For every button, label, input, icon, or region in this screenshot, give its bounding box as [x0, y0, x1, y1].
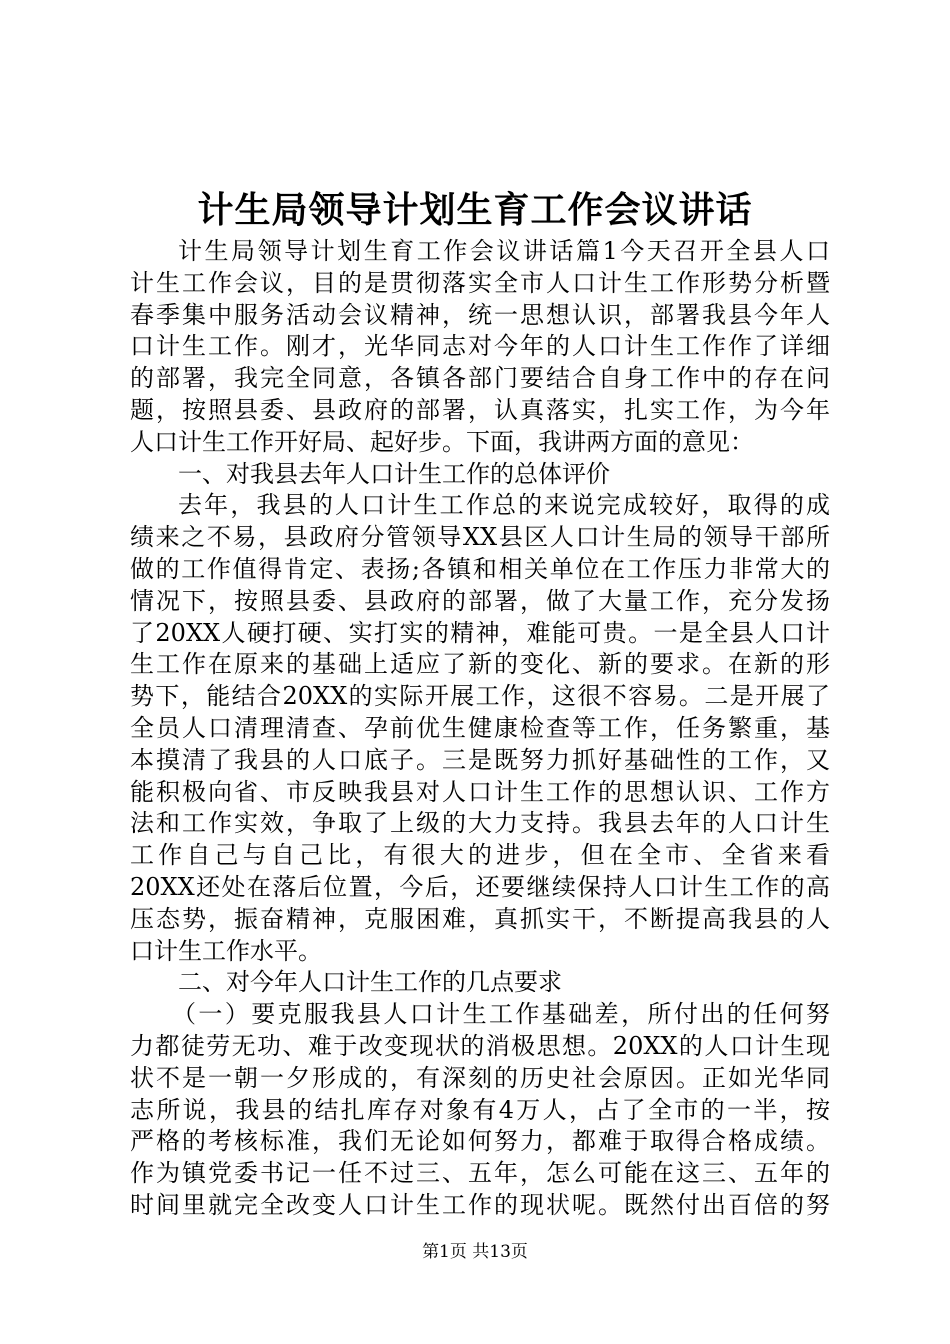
document-body: [130, 236, 830, 1222]
text-line: 全员人口清理清查、孕前优生健康检查等工作，任务繁重，基: [130, 713, 830, 742]
text-line: 人口计生工作开好局、起好步。下面，我讲两方面的意见：: [130, 427, 754, 456]
text-line: 了20XX人硬打硬、实打实的精神，难能可贵。一是全县人口计: [130, 618, 830, 647]
text-line: 生工作在原来的基础上适应了新的变化、新的要求。在新的形: [130, 650, 830, 679]
text-line: 口计生工作。刚才，光华同志对今年的人口计生工作作了详细: [130, 332, 830, 361]
text-line: 情况下，按照县委、县政府的部署，做了大量工作，充分发扬: [130, 586, 830, 615]
text-line: 计生工作会议，目的是贯彻落实全市人口计生工作形势分析暨: [130, 268, 830, 297]
text-line: 势下，能结合20XX的实际开展工作，这很不容易。二是开展了: [130, 682, 830, 711]
text-line: 本摸清了我县的人口底子。三是既努力抓好基础性的工作，又: [130, 745, 830, 774]
text-line: 力都徒劳无功、难于改变现状的消极思想。20XX的人口计生现: [130, 1031, 830, 1060]
text-line: 能积极向省、市反映我县对人口计生工作的思想认识、工作方: [130, 777, 830, 806]
text-line: 严格的考核标准，我们无论如何努力，都难于取得合格成绩。: [130, 1127, 830, 1156]
text-line: 二、对今年人口计生工作的几点要求: [178, 968, 562, 997]
text-line: 压态势，振奋精神，克服困难，真抓实干，不断提高我县的人: [130, 904, 830, 933]
text-line: 去年，我县的人口计生工作总的来说完成较好，取得的成: [178, 491, 830, 520]
text-line: 做的工作值得肯定、表扬;各镇和相关单位在工作压力非常大的: [130, 554, 830, 583]
text-line: 计生局领导计划生育工作会议讲话篇1今天召开全县人口: [178, 237, 830, 265]
text-line: 法和工作实效，争取了上级的大力支持。我县去年的人口计生: [130, 809, 830, 838]
text-line: 时间里就完全改变人口计生工作的现状呢。既然付出百倍的努: [130, 1190, 830, 1219]
text-line: 志所说，我县的结扎库存对象有4万人，占了全市的一半，按: [130, 1095, 830, 1124]
text-line: 的部署，我完全同意，各镇各部门要结合自身工作中的存在问: [130, 364, 830, 393]
text-line: 春季集中服务活动会议精神，统一思想认识，部署我县今年人: [130, 300, 830, 329]
document-title: 计生局领导计划生育工作会议讲话: [197, 189, 753, 231]
text-line: 状不是一朝一夕形成的，有深刻的历史社会原因。正如光华同: [130, 1063, 830, 1092]
text-line: 20XX还处在落后位置，今后，还要继续保持人口计生工作的高: [130, 872, 830, 901]
text-line: 题，按照县委、县政府的部署，认真落实，扎实工作，为今年: [130, 395, 830, 424]
text-line: 口计生工作水平。: [130, 936, 322, 965]
page-number-footer: 第1页 共13页: [422, 1242, 528, 1262]
text-line: 工作自己与自己比，有很大的进步，但在全市、全省来看: [130, 841, 830, 870]
text-line: 作为镇党委书记一任不过三、五年，怎么可能在这三、五年的: [130, 1159, 830, 1188]
text-line: 一、对我县去年人口计生工作的总体评价: [178, 459, 610, 488]
text-line: 绩来之不易，县政府分管领导XX县区人口计生局的领导干部所: [130, 523, 830, 552]
text-line: （一）要克服我县人口计生工作基础差，所付出的任何努: [172, 1000, 830, 1029]
